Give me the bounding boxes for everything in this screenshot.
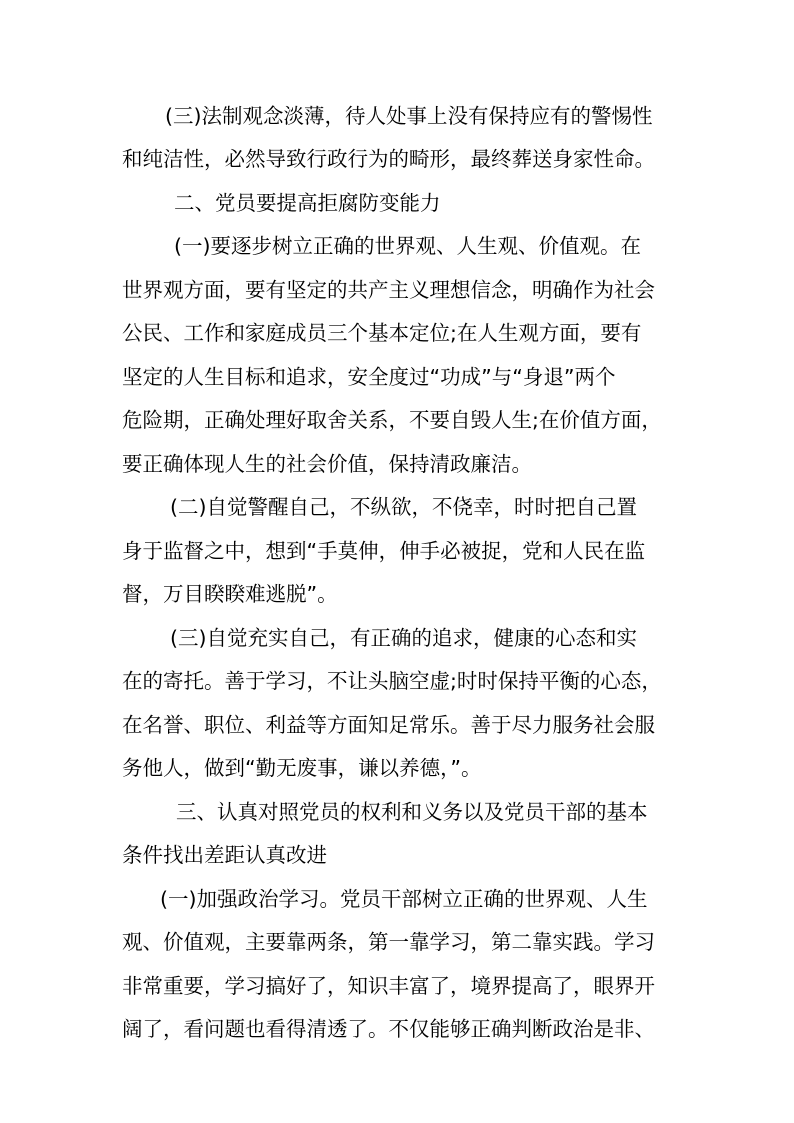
paragraph-line: (二)自觉警醒自己，不纵欲，不侥幸，时时把自己置 <box>170 495 637 519</box>
paragraph-line: 公民、工作和家庭成员三个基本定位;在人生观方面，要有 <box>122 321 642 345</box>
paragraph-line: (三)自觉充实自己，有正确的追求，健康的心态和实 <box>170 626 637 650</box>
paragraph-line: 世界观方面，要有坚定的共产主义理想信念，明确作为社会 <box>122 278 655 302</box>
paragraph-line: (一)加强政治学习。党员干部树立正确的世界观、人生 <box>160 887 648 911</box>
paragraph-line: 务他人，做到“勤无废事，谦以养德，”。 <box>122 756 482 780</box>
paragraph-line: 阔了，看问题也看得清透了。不仅能够正确判断政治是非、 <box>122 1017 655 1041</box>
paragraph-line: 在名誉、职位、利益等方面知足常乐。善于尽力服务社会服 <box>122 713 655 737</box>
section-heading: 条件找出差距认真改进 <box>122 843 327 867</box>
paragraph-line: 督，万目睽睽难逃脱”。 <box>122 582 338 606</box>
paragraph-line: (一)要逐步树立正确的世界观、人生观、价值观。在 <box>174 234 641 258</box>
paragraph-line: 身于监督之中，想到“手莫伸，伸手必被捉，党和人民在监 <box>122 539 646 563</box>
paragraph-line: 非常重要，学习搞好了，知识丰富了，境界提高了，眼界开 <box>122 974 655 998</box>
paragraph-line: 要正确体现人生的社会价值，保持清政廉洁。 <box>122 452 532 476</box>
paragraph-line: 在的寄托。善于学习，不让头脑空虚;时时保持平衡的心态， <box>122 669 662 693</box>
section-heading: 二、党员要提高拒腐防变能力 <box>174 191 441 215</box>
paragraph-line: 坚定的人生目标和追求，安全度过“功成”与“身退”两个 <box>122 365 616 389</box>
section-heading: 三、认真对照党员的权利和义务以及党员干部的基本 <box>176 800 648 824</box>
paragraph-line: 危险期，正确处理好取舍关系，不要自毁人生;在价值方面， <box>122 408 662 432</box>
paragraph-line: 观、价值观，主要靠两条，第一靠学习，第二靠实践。学习 <box>122 930 655 954</box>
paragraph-line: 和纯洁性，必然导致行政行为的畸形，最终葬送身家性命。 <box>122 147 655 171</box>
paragraph-line: (三)法制观念淡薄，待人处事上没有保持应有的警惕性 <box>165 104 653 128</box>
